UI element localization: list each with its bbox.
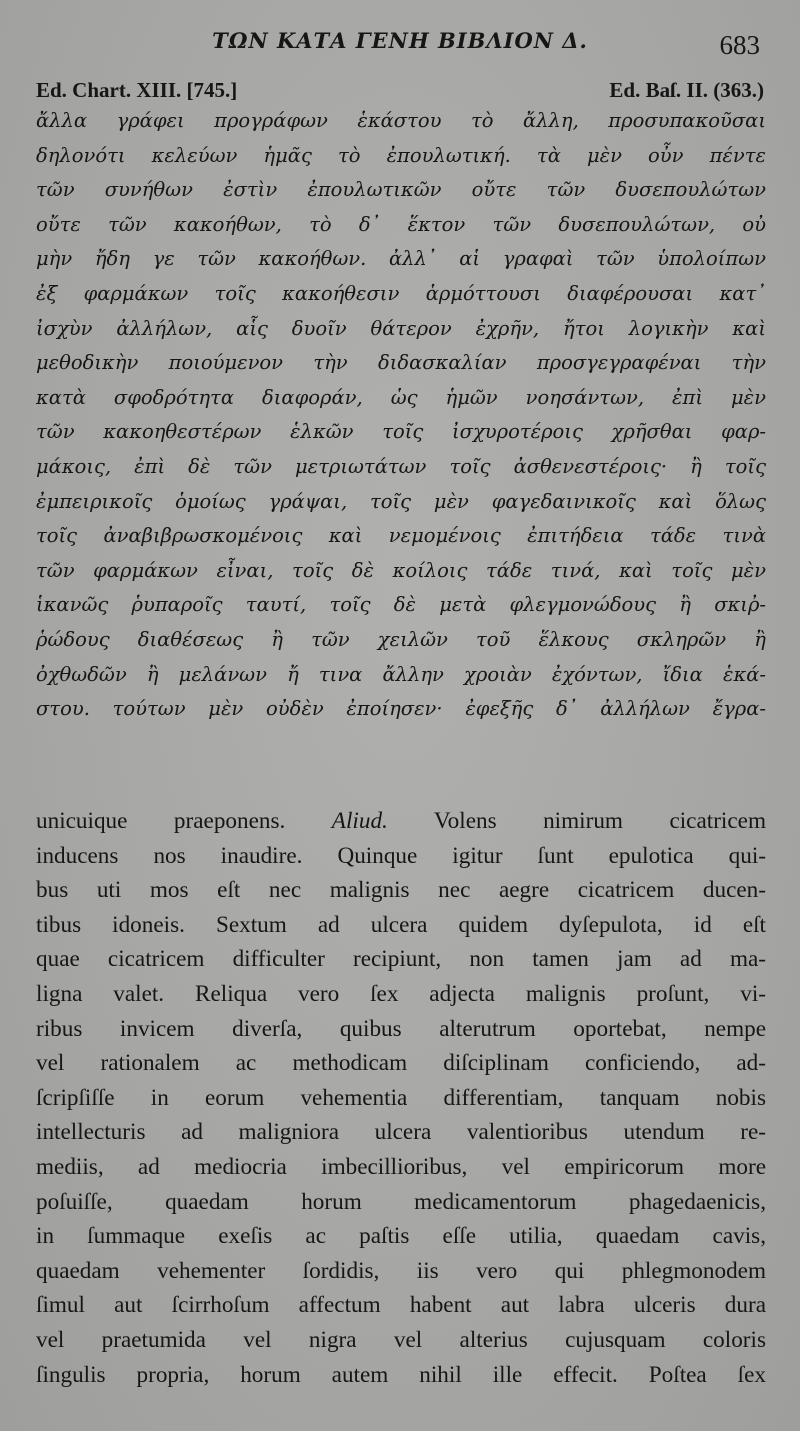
greek-line: μὴν ἤδη γε τῶν κακοήθων. ἀλλ᾽ αἱ γραφαὶ τῶν ὑπολοίπων: [36, 247, 766, 271]
edition-right: Ed. Baſ. II. (363.): [609, 78, 764, 102]
greek-line: ἄλλα γράφει προγράφων ἑκάστου τὸ ἄλλη, προσυπακοῦσαι: [36, 109, 766, 132]
latin-text-block: [36, 804, 766, 1392]
latin-line: [36, 873, 766, 908]
edition-left: Ed. Chart. XIII. [745.]: [36, 78, 238, 102]
latin-segment: inducens nos inaudire. Quinque igitur ſunt epulotica qui-: [36, 842, 766, 869]
latin-line: [36, 1358, 766, 1393]
latin-segment: ſimul aut ſcirrhoſum affectum habent aut labra ulceris dura: [36, 1292, 766, 1319]
latin-line: [36, 1150, 766, 1185]
latin-segment: Volens nimirum cicatricem: [387, 808, 766, 834]
italic-term: Aliud.: [331, 808, 388, 834]
latin-segment: tibus idoneis. Sextum ad ulcera quidem dyſepulota, id eſt: [36, 911, 766, 938]
latin-segment: quaedam vehementer ſordidis, iis vero qui phlegmonodem: [36, 1257, 766, 1284]
greek-line: μεθοδικὴν ποιούμενον τὴν διδασκαλίαν προσγεγραφέναι τὴν: [36, 351, 766, 375]
latin-line: [36, 977, 766, 1012]
running-title: ΤΩΝ ΚΑΤΑ ΓΕΝΗ ΒΙΒΛΙΟΝ Δ.: [212, 28, 588, 53]
latin-line: [36, 1046, 766, 1081]
latin-segment: bus uti mos eſt nec malignis nec aegre cicatricem ducen-: [36, 877, 766, 904]
latin-segment: quae cicatricem difficulter recipiunt, non tamen jam ad ma-: [36, 946, 766, 973]
latin-line: [36, 839, 766, 874]
greek-text-block: [36, 104, 766, 727]
greek-line: ἐξ φαρμάκων τοῖς κακοήθεσιν ἁρμόττουσι διαφέρουσαι κατ᾽: [36, 281, 766, 305]
latin-line: [36, 1185, 766, 1220]
latin-segment: ligna valet. Reliqua vero ſex adjecta malignis proſunt, vi-: [36, 980, 766, 1007]
latin-line: [36, 1081, 766, 1116]
latin-segment: poſuiſſe, quaedam horum medicamentorum phagedaenicis,: [36, 1188, 766, 1215]
latin-line: [36, 1288, 766, 1323]
greek-line: ῥώδους διαθέσεως ἢ τῶν χειλῶν τοῦ ἕλκους σκληρῶν ἢ: [36, 627, 766, 651]
greek-line: κατὰ σφοδρότητα διαφοράν, ὡς ἡμῶν νοησάντων, ἐπὶ μὲν: [36, 385, 766, 409]
latin-line: [36, 1254, 766, 1289]
greek-line: οὔτε τῶν κακοήθων, τὸ δ᾽ ἕκτον τῶν δυσεπουλώτων, οὐ: [36, 212, 766, 236]
latin-segment: ſingulis propria, horum autem nihil ille effecit. Poſtea ſex: [36, 1361, 766, 1388]
latin-segment: ribus invicem diverſa, quibus alterutrum oportebat, nempe: [36, 1015, 766, 1042]
latin-line: [36, 1323, 766, 1358]
greek-line: τῶν κακοηθεστέρων ἑλκῶν τοῖς ἰσχυροτέροις χρῆσθαι φαρ-: [36, 420, 766, 444]
greek-line: τῶν συνήθων ἐστὶν ἐπουλωτικῶν οὔτε τῶν δυσεπουλώτων: [36, 178, 766, 202]
latin-segment: ſcripſiſſe in eorum vehementia differentiam, tanquam nobis: [36, 1084, 766, 1111]
greek-line: δηλονότι κελεύων ἡμᾶς τὸ ἐπουλωτική. τὰ μὲν οὖν πέντε: [36, 143, 766, 167]
greek-line: τοῖς ἀναβιβρωσκομένοις καὶ νεμομένοις ἐπιτήδεια τάδε τινὰ: [36, 524, 766, 548]
latin-segment: unicuique praeponens.: [36, 808, 332, 834]
latin-line: [36, 942, 766, 977]
latin-line: [36, 1219, 766, 1254]
latin-segment: vel praetumida vel nigra vel alterius cujusquam coloris: [36, 1326, 766, 1353]
latin-line: [36, 1115, 766, 1150]
greek-line: ἱκανῶς ῥυπαροῖς ταυτί, τοῖς δὲ μετὰ φλεγμονώδους ἢ σκιῤ-: [36, 593, 766, 617]
latin-segment: mediis, ad mediocria imbecillioribus, vel empiricorum more: [36, 1153, 766, 1180]
latin-segment: intellecturis ad maligniora ulcera valentioribus utendum re-: [36, 1119, 766, 1146]
latin-line: [36, 804, 766, 839]
greek-line: στου. τούτων μὲν οὐδὲν ἐποίησεν· ἐφεξῆς δ᾽ ἀλλήλων ἔγρα-: [36, 697, 766, 721]
greek-line: ἐμπειρικοῖς ὁμοίως γράψαι, τοῖς μὲν φαγεδαινικοῖς καὶ ὅλως: [36, 489, 766, 513]
edition-line: [36, 78, 764, 103]
latin-segment: in ſummaque exeſis ac paſtis eſſe utilia, quaedam cavis,: [36, 1223, 766, 1250]
latin-line: [36, 1012, 766, 1047]
greek-line: ὀχθωδῶν ἢ μελάνων ἤ τινα ἄλλην χροιὰν ἐχόντων, ἴδια ἑκά-: [36, 662, 766, 686]
greek-line: ἰσχὺν ἀλλήλων, αἷς δυοῖν θάτερον ἐχρῆν, ἤτοι λογικὴν καὶ: [36, 316, 766, 340]
page-number: 683: [719, 30, 760, 60]
latin-segment: vel rationalem ac methodicam diſciplinam conficiendo, ad-: [36, 1050, 766, 1077]
greek-line: μάκοις, ἐπὶ δὲ τῶν μετριωτάτων τοῖς ἀσθενεστέροις· ἢ τοῖς: [36, 454, 766, 478]
latin-line: [36, 908, 766, 943]
greek-line: τῶν φαρμάκων εἶναι, τοῖς δὲ κοίλοις τάδε τινά, καὶ τοῖς μὲν: [36, 558, 766, 582]
